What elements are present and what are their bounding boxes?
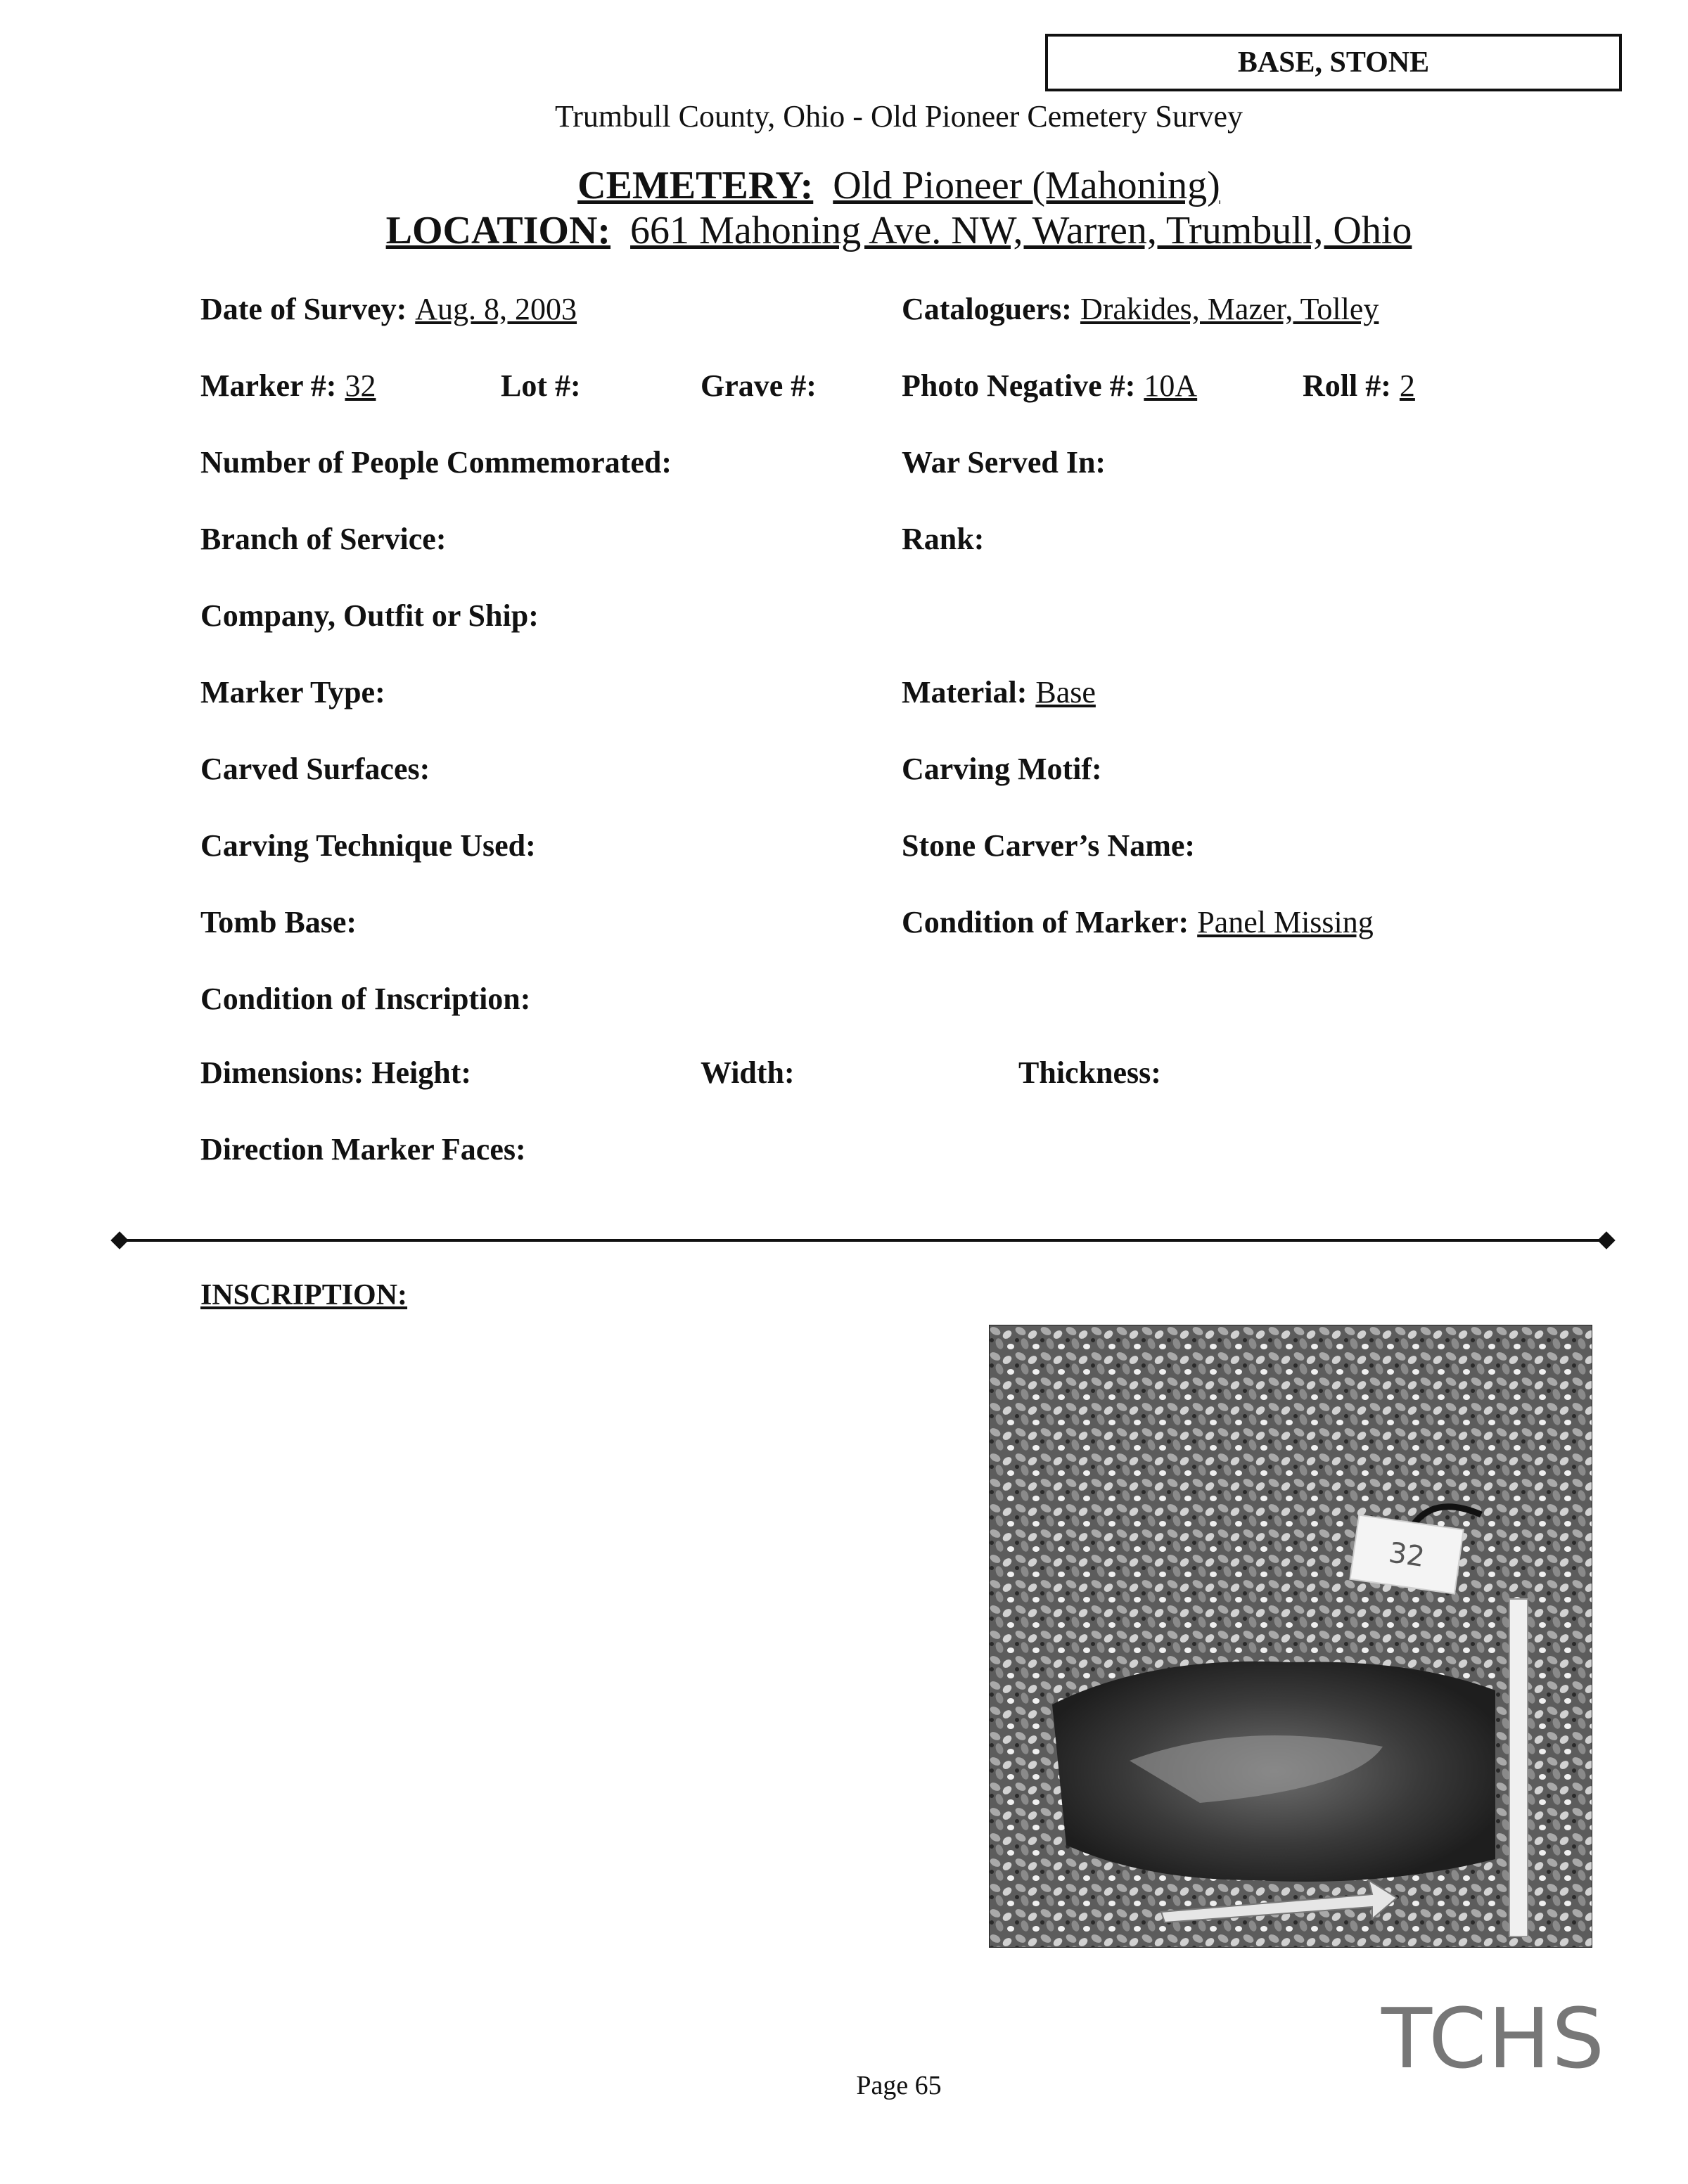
marker-type-field [200, 674, 385, 710]
roll-number-label: Roll #: [1303, 368, 1391, 403]
divider-left-diamond-icon [110, 1231, 128, 1249]
photo-negative-field [902, 368, 1197, 404]
stone-carver-field [902, 828, 1195, 863]
carved-surfaces-field [200, 751, 430, 787]
survey-title: Trumbull County, Ohio - Old Pioneer Cemetery Survey [554, 99, 1243, 134]
tomb-base-label: Tomb Base: [200, 905, 357, 939]
condition-of-inscription-label: Condition of Inscription: [200, 982, 531, 1016]
marker-number-card [1350, 1515, 1463, 1594]
dimensions-height-label: Dimensions: Height: [200, 1055, 471, 1090]
lot-number-label: Lot #: [501, 368, 581, 403]
grave-number-label: Grave #: [701, 368, 817, 403]
cemetery-value: Old Pioneer (Mahoning) [833, 164, 1220, 207]
section-divider [118, 1239, 1609, 1242]
carving-motif-label: Carving Motif: [902, 752, 1102, 786]
dimensions-height-field [200, 1055, 471, 1091]
divider-right-diamond-icon [1597, 1231, 1615, 1249]
rank-label: Rank: [902, 522, 985, 556]
inscription-heading: INSCRIPTION: [200, 1279, 408, 1311]
width-label: Width: [701, 1055, 795, 1090]
company-outfit-ship-label: Company, Outfit or Ship: [200, 598, 539, 633]
cemetery-label: CEMETERY: [577, 164, 814, 207]
thickness-label: Thickness: [1018, 1055, 1161, 1090]
width-field [701, 1055, 795, 1091]
roll-number-value: 2 [1399, 368, 1415, 403]
condition-of-marker-value: Panel Missing [1197, 905, 1374, 939]
location-line [0, 208, 1688, 253]
marker-number-label: Marker #: [200, 368, 337, 403]
tchs-watermark: TCHS [1381, 1990, 1606, 2087]
cataloguers-label: Cataloguers: [902, 292, 1072, 326]
photo-negative-value: 10A [1144, 368, 1198, 403]
cemetery-line [0, 163, 1688, 208]
measuring-stick [1509, 1599, 1528, 1936]
marker-number-card-text: 32 [1386, 1536, 1427, 1574]
carved-surfaces-label: Carved Surfaces: [200, 752, 430, 786]
photo-negative-label: Photo Negative #: [902, 368, 1136, 403]
material-value: Base [1035, 675, 1096, 709]
rank-field [902, 521, 984, 557]
material-field [902, 674, 1096, 710]
location-label: LOCATION: [385, 209, 611, 252]
marker-type-label: Marker Type: [200, 675, 385, 709]
roll-number-field [1303, 368, 1415, 404]
grave-number-field [701, 368, 817, 404]
date-of-survey-field [200, 291, 577, 327]
condition-of-marker-field [902, 904, 1374, 940]
direction-marker-faces-label: Direction Marker Faces: [200, 1132, 526, 1167]
branch-of-service-field [200, 521, 446, 557]
condition-of-inscription-field [200, 981, 530, 1017]
date-of-survey-label: Date of Survey: [200, 292, 407, 326]
location-value: 661 Mahoning Ave. NW, Warren, Trumbull, Ohio [630, 209, 1412, 252]
carving-technique-label: Carving Technique Used: [200, 828, 536, 863]
lot-number-field [501, 368, 581, 404]
people-commemorated-field [200, 444, 672, 480]
marker-number-value: 32 [345, 368, 376, 403]
direction-marker-faces-field [200, 1131, 526, 1167]
branch-of-service-label: Branch of Service: [200, 522, 447, 556]
date-of-survey-value: Aug. 8, 2003 [415, 292, 577, 326]
record-type-box: BASE, STONE [1045, 34, 1622, 91]
cataloguers-value: Drakides, Mazer, Tolley [1080, 292, 1379, 326]
marker-photo [989, 1325, 1592, 1948]
stone-carver-label: Stone Carver’s Name: [902, 828, 1196, 863]
condition-of-marker-label: Condition of Marker: [902, 905, 1189, 939]
company-outfit-ship-field [200, 598, 539, 634]
thickness-field [1018, 1055, 1161, 1091]
war-served-field [902, 444, 1106, 480]
cataloguers-field [902, 291, 1379, 327]
war-served-label: War Served In: [902, 445, 1106, 480]
tomb-base-field [200, 904, 357, 940]
marker-number-field [200, 368, 376, 404]
carving-technique-field [200, 828, 536, 863]
carving-motif-field [902, 751, 1102, 787]
material-label: Material: [902, 675, 1028, 709]
people-commemorated-label: Number of People Commemorated: [200, 445, 672, 480]
page-number: Page 65 [856, 2071, 942, 2100]
